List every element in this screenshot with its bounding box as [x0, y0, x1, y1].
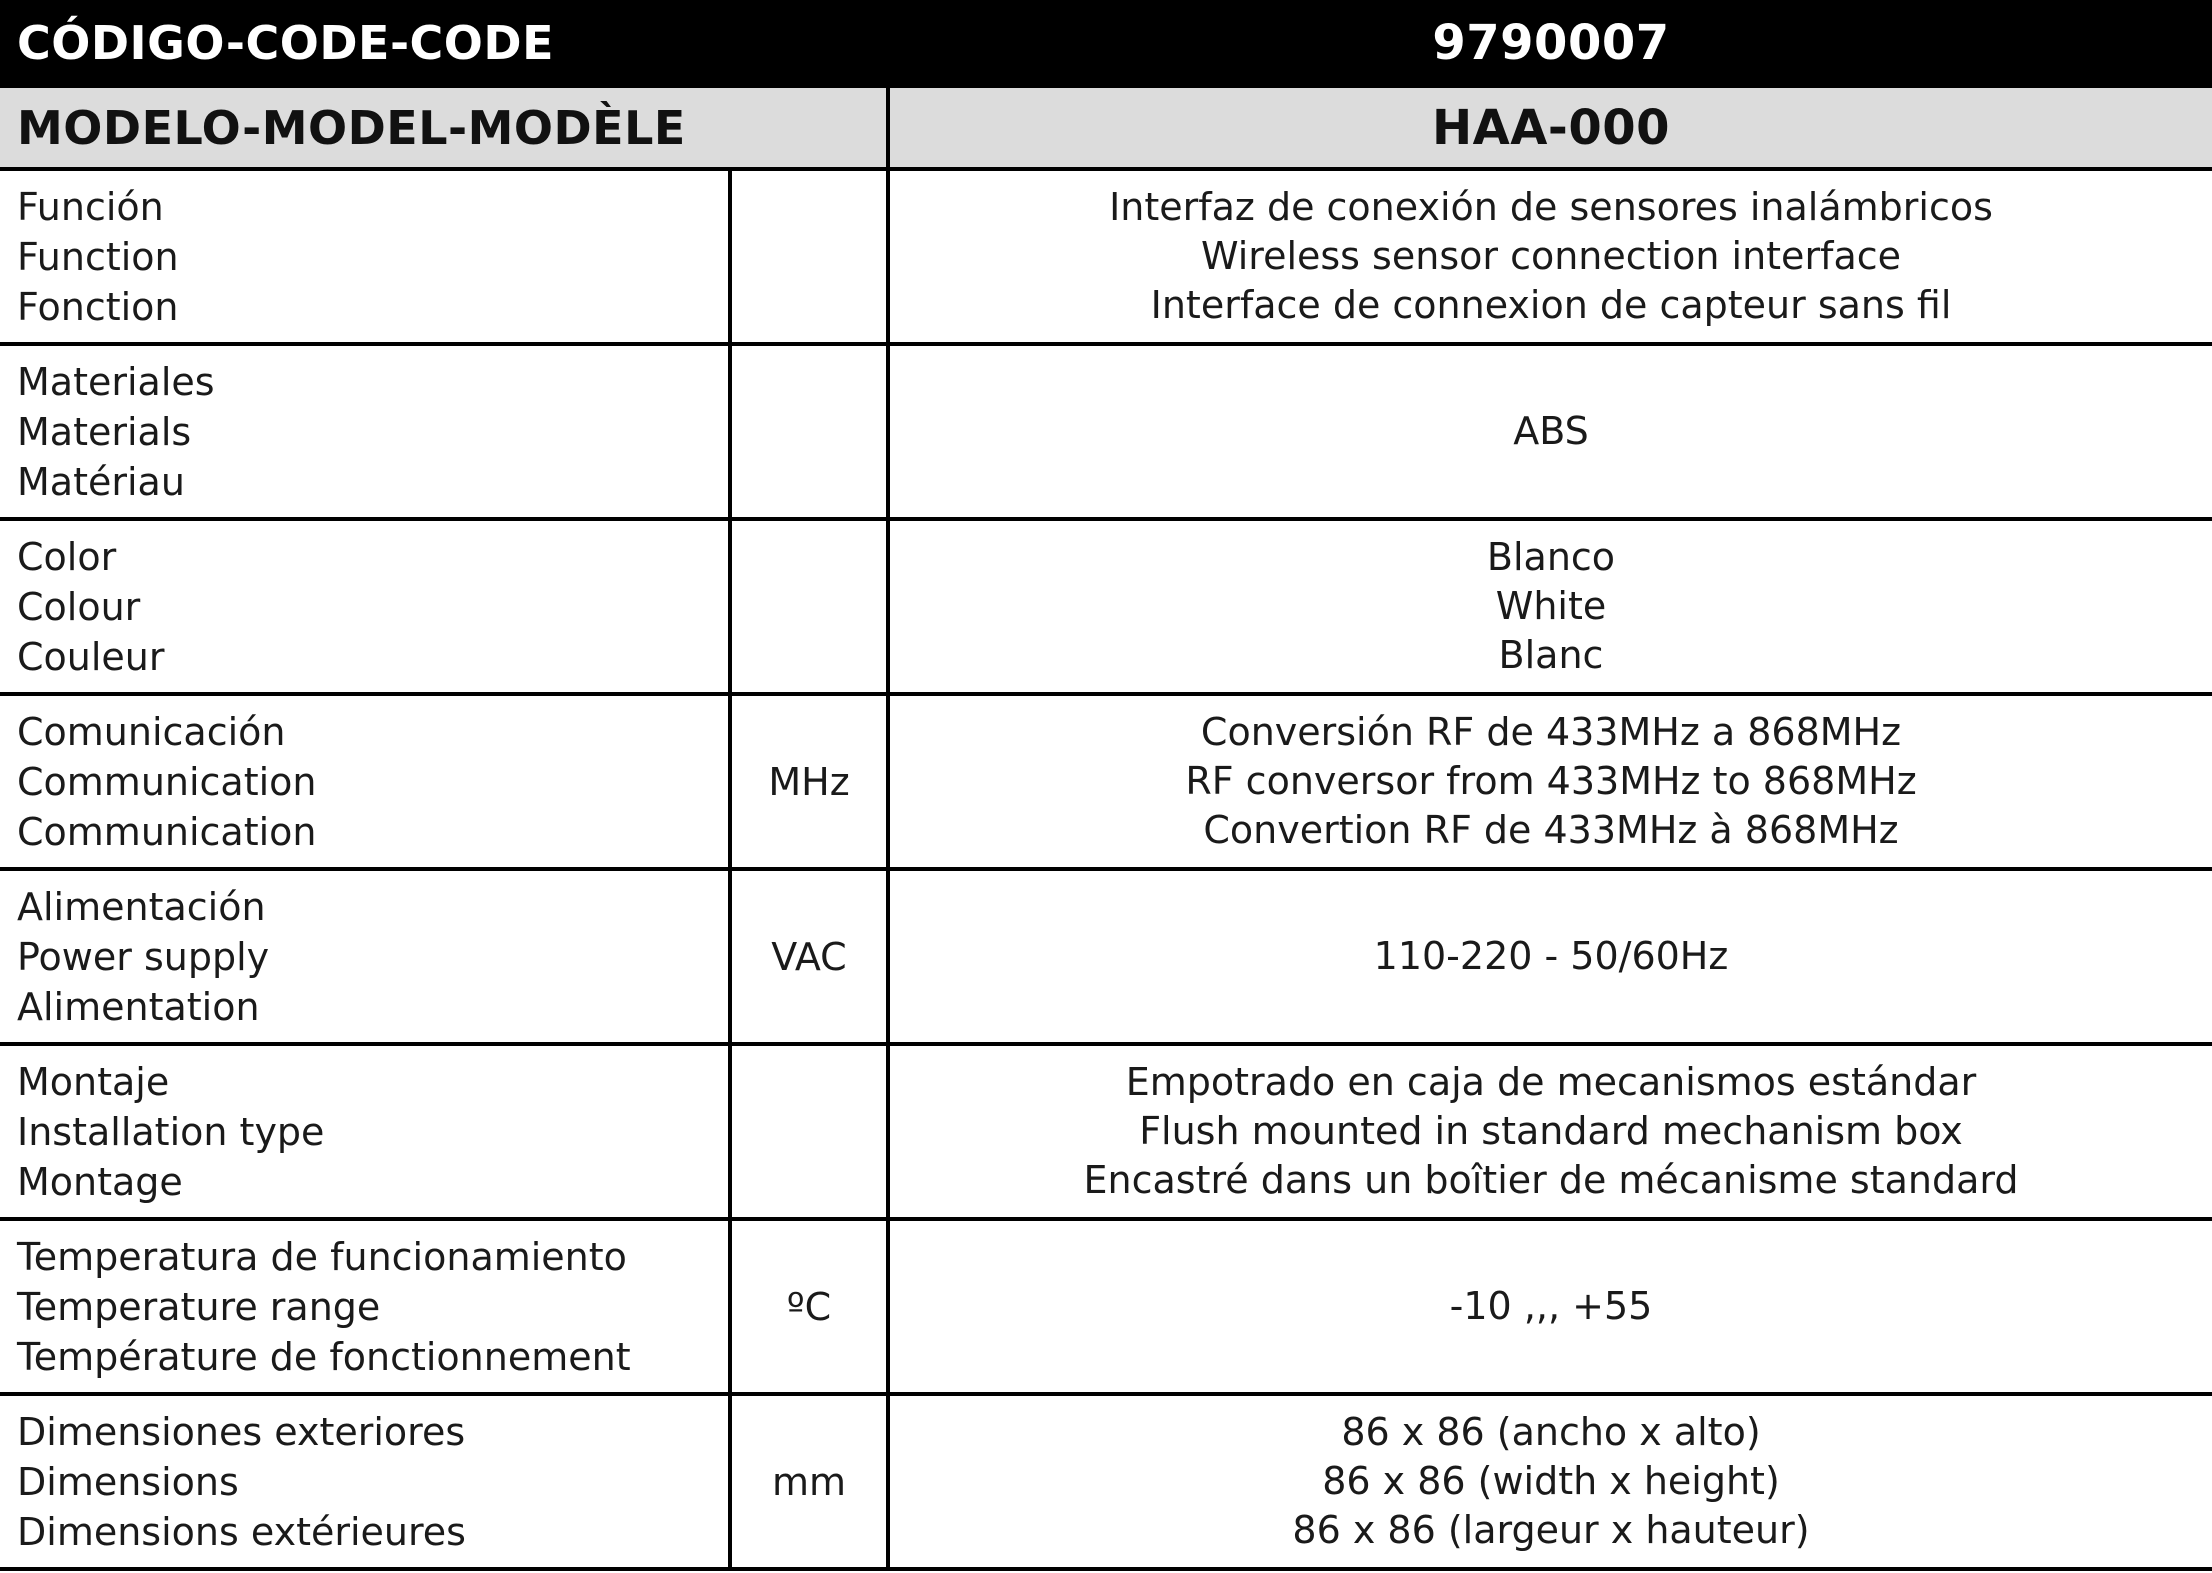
- communication-label: [0, 696, 732, 867]
- label-fr: Fonction: [17, 284, 179, 329]
- row-color: [0, 521, 2212, 696]
- label-es: Montaje: [17, 1059, 170, 1104]
- value-en: 86 x 86 (width x height): [1322, 1459, 1780, 1503]
- row-dimensions: [0, 1396, 2212, 1571]
- label-fr: Température de fonctionnement: [17, 1334, 631, 1379]
- value-es: Empotrado en caja de mecanismos estándar: [1125, 1060, 1977, 1104]
- label-en: Temperature range: [17, 1284, 381, 1329]
- model-header-row: [0, 88, 2212, 171]
- row-materials: [0, 346, 2212, 521]
- label-es: Función: [17, 184, 164, 229]
- power-supply-unit: VAC: [732, 871, 890, 1042]
- function-unit: [732, 171, 890, 342]
- color-unit: [732, 521, 890, 692]
- row-temperature: [0, 1221, 2212, 1396]
- code-label: CÓDIGO-CODE-CODE: [17, 15, 554, 70]
- color-value: [890, 521, 2212, 692]
- dimensions-label: [0, 1396, 732, 1567]
- power-supply-label: [0, 871, 732, 1042]
- function-label: [0, 171, 732, 342]
- model-value: HAA-000: [1431, 99, 1671, 156]
- label-en: Communication: [17, 759, 317, 804]
- label-en: Function: [17, 234, 179, 279]
- function-value: [890, 171, 2212, 342]
- value-es: Blanco: [1486, 535, 1616, 579]
- color-label: [0, 521, 732, 692]
- value-es: Conversión RF de 433MHz a 868MHz: [1200, 710, 1902, 754]
- value-fr: Interface de connexion de capteur sans fil: [1150, 283, 1952, 327]
- value: -10 ,,, +55: [1449, 1284, 1653, 1328]
- label-en: Dimensions: [17, 1459, 239, 1504]
- value: 110-220 - 50/60Hz: [1373, 934, 1729, 978]
- label-es: Color: [17, 534, 117, 579]
- label-fr: Communication: [17, 809, 317, 854]
- value-en: Wireless sensor connection interface: [1200, 234, 1901, 278]
- label-en: Colour: [17, 584, 141, 629]
- label-fr: Montage: [17, 1159, 183, 1204]
- label-es: Alimentación: [17, 884, 266, 929]
- label-en: Installation type: [17, 1109, 325, 1154]
- value-fr: Blanc: [1498, 633, 1604, 677]
- installation-label: [0, 1046, 732, 1217]
- spec-table: [0, 171, 2212, 1571]
- label-fr: Matériau: [17, 459, 185, 504]
- label-fr: Alimentation: [17, 984, 260, 1029]
- row-function: [0, 171, 2212, 346]
- communication-unit: MHz: [732, 696, 890, 867]
- materials-unit: [732, 346, 890, 517]
- label-en: Materials: [17, 409, 192, 454]
- code-header-row: [0, 0, 2212, 88]
- label-fr: Couleur: [17, 634, 165, 679]
- dimensions-unit: mm: [732, 1396, 890, 1567]
- value-en: Flush mounted in standard mechanism box: [1139, 1109, 1963, 1153]
- value-fr: Encastré dans un boîtier de mécanisme standard: [1083, 1158, 2019, 1202]
- temperature-unit: ºC: [732, 1221, 890, 1392]
- temperature-label: [0, 1221, 732, 1392]
- temperature-value: [890, 1221, 2212, 1392]
- row-power-supply: [0, 871, 2212, 1046]
- dimensions-value: [890, 1396, 2212, 1567]
- label-es: Dimensiones exteriores: [17, 1409, 466, 1454]
- value-es: 86 x 86 (ancho x alto): [1341, 1410, 1761, 1454]
- model-label: MODELO-MODEL-MODÈLE: [0, 88, 890, 167]
- code-value: 9790007: [1432, 14, 1670, 71]
- communication-value: [890, 696, 2212, 867]
- value-es: Interfaz de conexión de sensores inalámbricos: [1109, 185, 1993, 229]
- label-es: Materiales: [17, 359, 215, 404]
- label-es: Temperatura de funcionamiento: [17, 1234, 627, 1279]
- row-communication: [0, 696, 2212, 871]
- power-supply-value: [890, 871, 2212, 1042]
- materials-label: [0, 346, 732, 517]
- value-en: RF conversor from 433MHz to 868MHz: [1185, 759, 1917, 803]
- label-fr: Dimensions extérieures: [17, 1509, 466, 1554]
- value-fr: 86 x 86 (largeur x hauteur): [1292, 1508, 1810, 1552]
- value-en: White: [1495, 584, 1607, 628]
- installation-value: [890, 1046, 2212, 1217]
- label-es: Comunicación: [17, 709, 286, 754]
- row-installation: [0, 1046, 2212, 1221]
- materials-value: [890, 346, 2212, 517]
- value-fr: Convertion RF de 433MHz à 868MHz: [1203, 808, 1899, 852]
- installation-unit: [732, 1046, 890, 1217]
- label-en: Power supply: [17, 934, 270, 979]
- value: ABS: [1513, 409, 1589, 453]
